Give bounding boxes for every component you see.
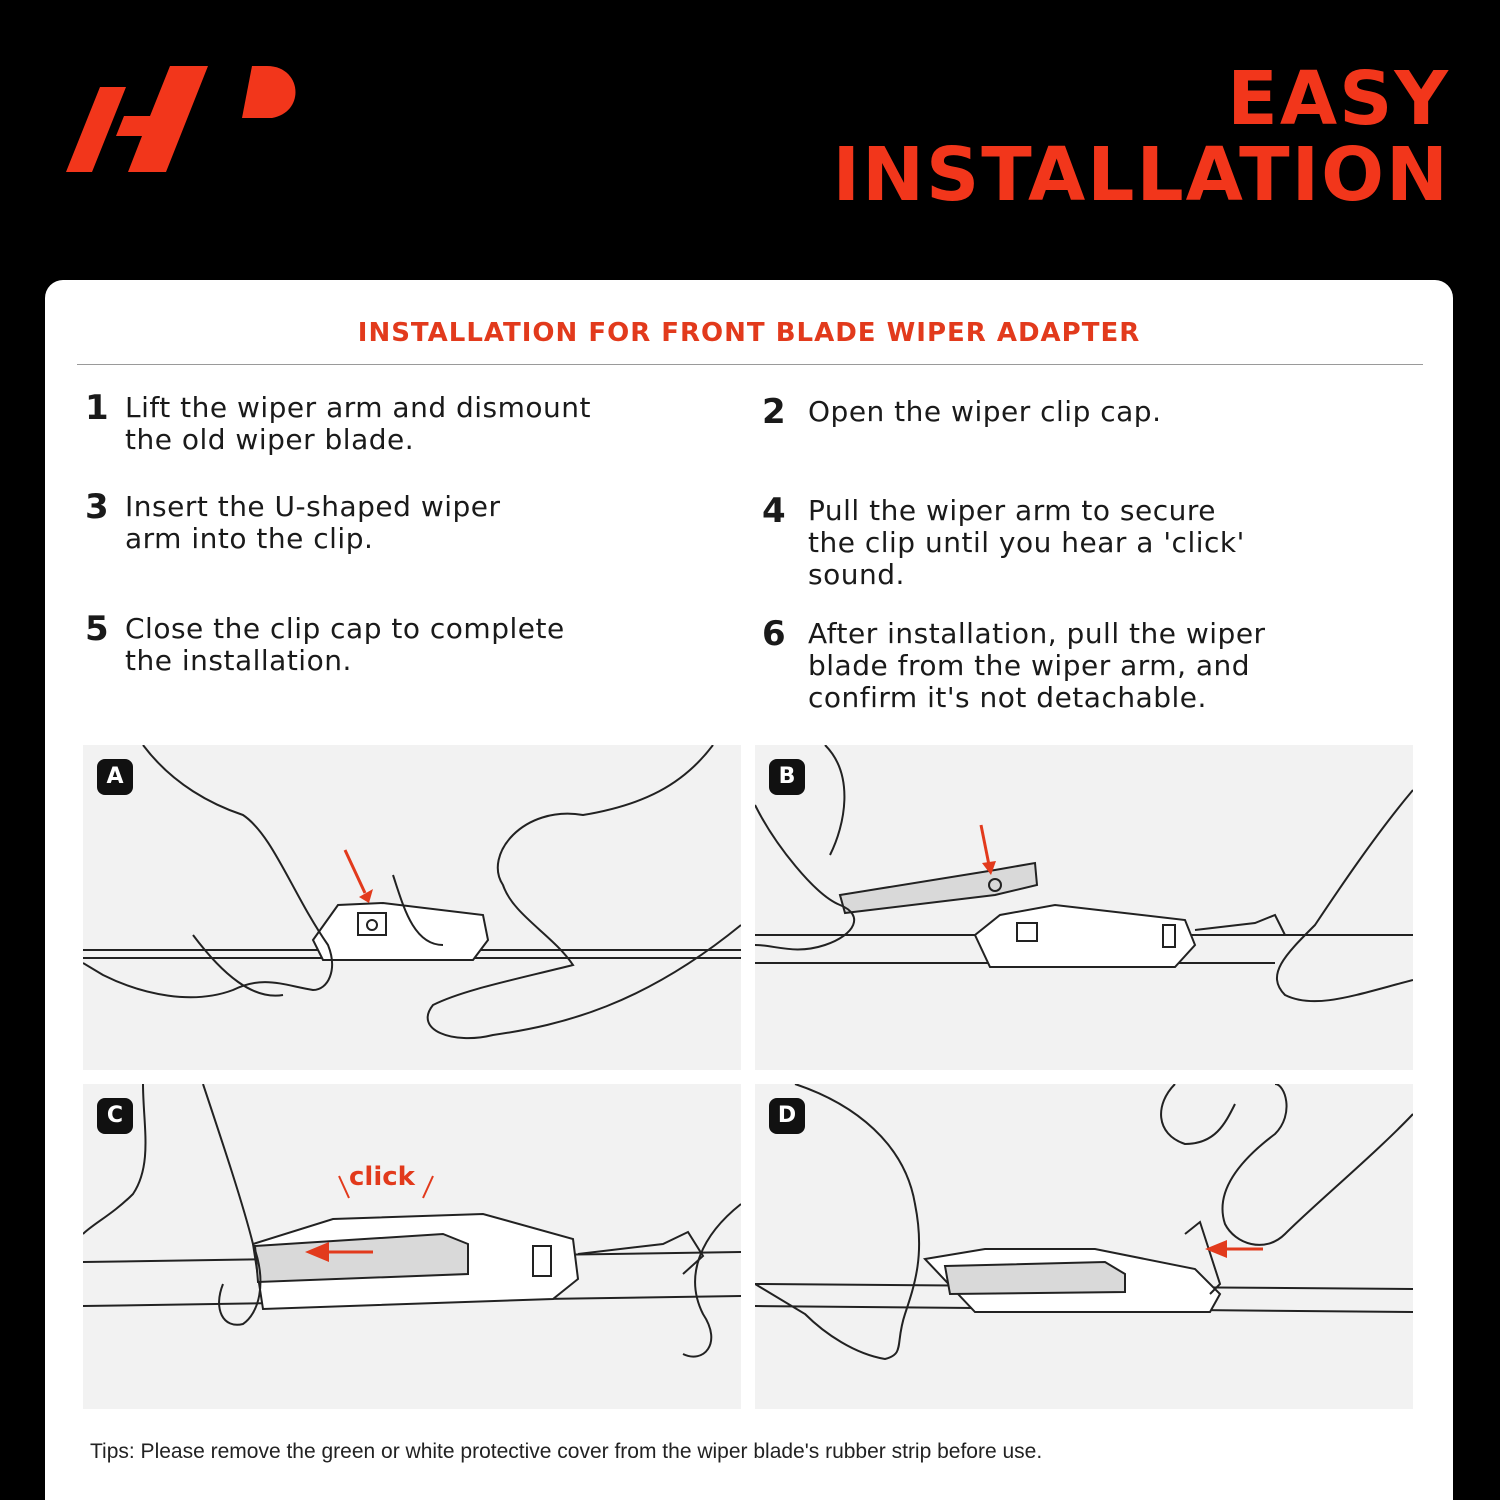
instruction-card xyxy=(45,280,1453,1500)
tips-text: Tips: Please remove the green or white protective cover from the wiper blade's rubber strip before use. xyxy=(90,1440,1043,1463)
hero-title-line1: EASY xyxy=(1227,56,1450,142)
step-text: confirm it's not detachable. xyxy=(808,681,1207,714)
step-2 xyxy=(762,392,1162,432)
hero-title-line2: INSTALLATION xyxy=(832,132,1450,218)
step-text: After installation, pull the wiper xyxy=(808,617,1266,650)
hero-title xyxy=(832,56,1450,218)
hand-wiper-illustration xyxy=(83,1084,741,1409)
hand-wiper-illustration xyxy=(83,745,741,1070)
step-text: the clip until you hear a 'click' xyxy=(808,526,1245,559)
hand-wiper-illustration xyxy=(755,745,1413,1070)
step-3 xyxy=(85,487,501,555)
card-title: INSTALLATION FOR FRONT BLADE WIPER ADAPTER xyxy=(357,318,1141,348)
step-text: Insert the U-shaped wiper xyxy=(125,490,501,523)
illustration-panel-d xyxy=(755,1084,1413,1409)
panel-label: D xyxy=(769,1098,805,1134)
step-text: the old wiper blade. xyxy=(125,423,415,456)
hand-wiper-illustration xyxy=(755,1084,1413,1409)
panel-label: C xyxy=(97,1098,133,1134)
illustration-panel-c xyxy=(83,1084,741,1409)
step-text: the installation. xyxy=(125,644,352,677)
illustration-panel-a xyxy=(83,745,741,1070)
click-annotation: click xyxy=(349,1162,415,1192)
step-number: 3 xyxy=(85,487,109,527)
step-5 xyxy=(85,609,565,677)
step-text: arm into the clip. xyxy=(125,522,374,555)
step-number: 5 xyxy=(85,609,109,649)
step-text: Lift the wiper arm and dismount xyxy=(125,391,592,424)
step-6 xyxy=(762,614,1266,714)
panel-label: B xyxy=(769,759,805,795)
illustration-panel-b xyxy=(755,745,1413,1070)
step-text: Open the wiper clip cap. xyxy=(808,395,1162,428)
step-number: 4 xyxy=(762,491,786,531)
step-number: 6 xyxy=(762,614,786,654)
step-text: blade from the wiper arm, and xyxy=(808,649,1251,682)
brand-logo-icon xyxy=(62,62,312,177)
step-number: 1 xyxy=(85,388,109,428)
step-text: Close the clip cap to complete xyxy=(125,612,565,645)
step-number: 2 xyxy=(762,392,786,432)
step-1 xyxy=(85,388,592,456)
step-text: Pull the wiper arm to secure xyxy=(808,494,1216,527)
divider xyxy=(77,364,1423,365)
panel-label: A xyxy=(97,759,133,795)
step-4 xyxy=(762,491,1245,591)
step-text: sound. xyxy=(808,558,905,591)
